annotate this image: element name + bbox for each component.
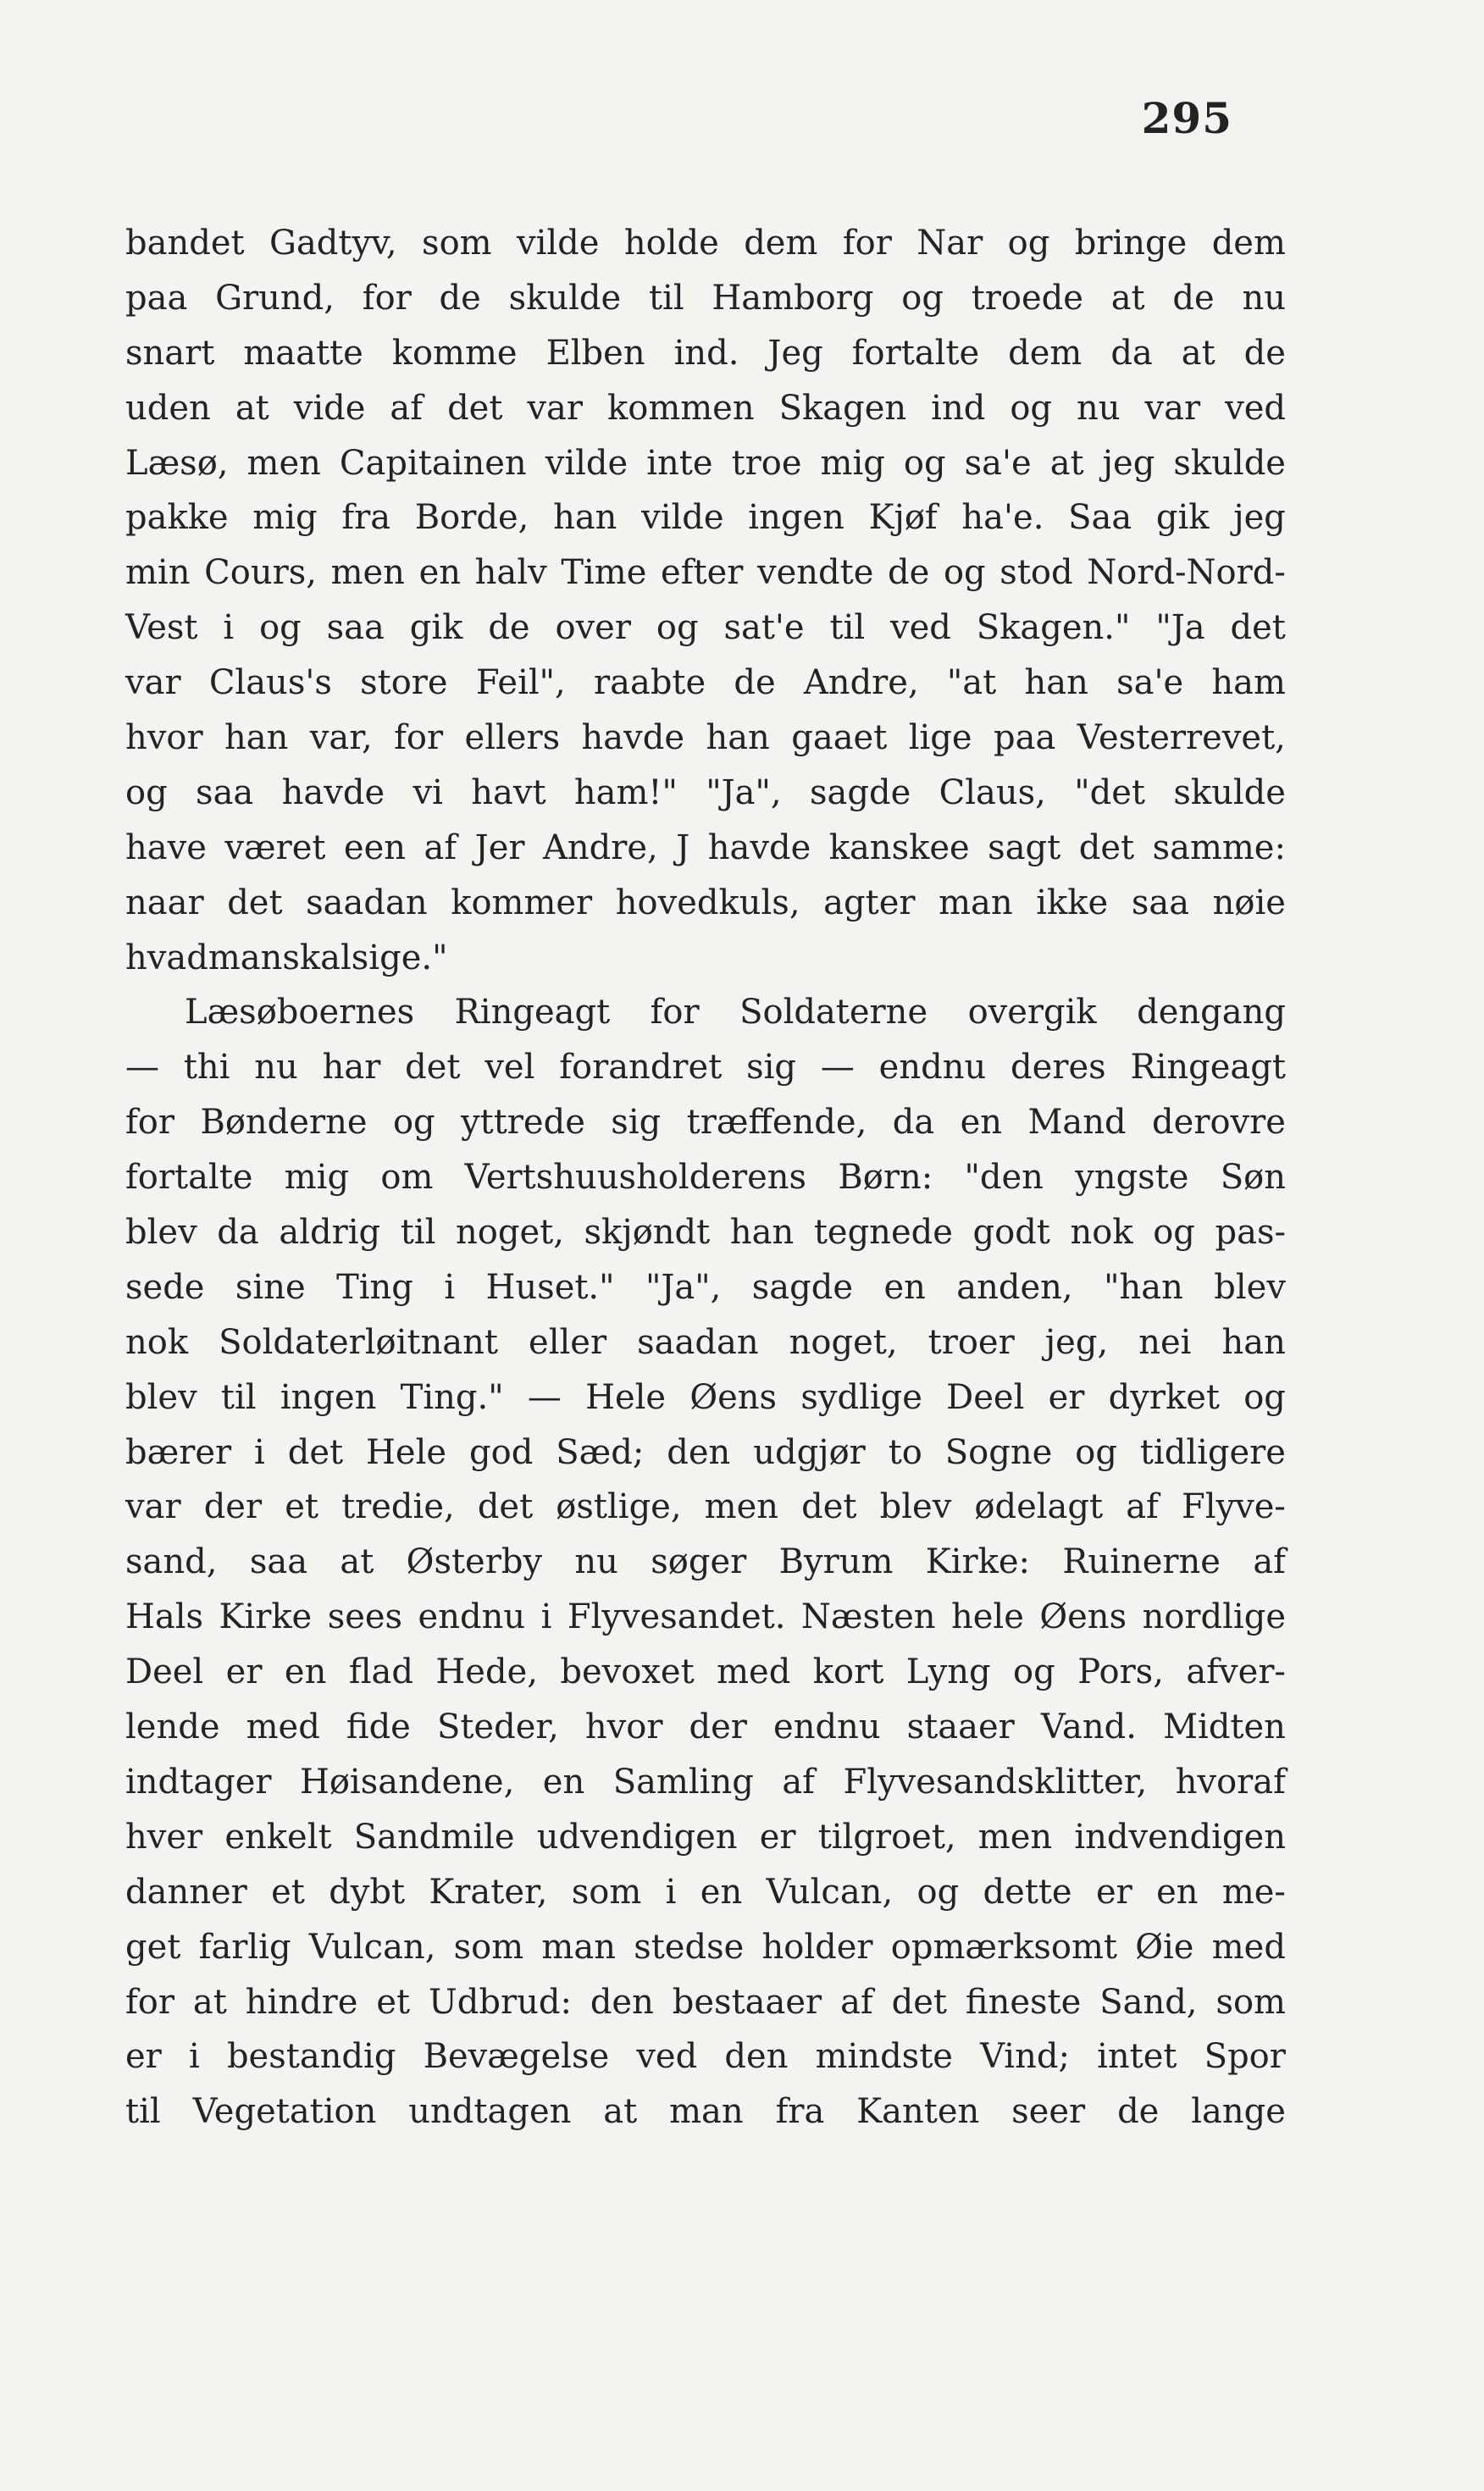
body-text bbox=[125, 216, 1286, 2139]
text-line: min Cours, men en halv Time efter vendte de og stod Nord-Nord- bbox=[125, 553, 1286, 593]
text-line: er i bestandig Bevægelse ved den mindste Vind; intet Spor bbox=[125, 2037, 1286, 2077]
text-line: Hals Kirke sees endnu i Flyvesandet. Næsten hele Øens nordlige bbox=[125, 1597, 1286, 1637]
text-line: — thi nu har det vel forandret sig — endnu deres Ringeagt bbox=[125, 1048, 1286, 1088]
text-line: uden at vide af det var kommen Skagen ind og nu var ved bbox=[125, 388, 1286, 428]
text-line: pakke mig fra Borde, han vilde ingen Kjøf ha'e. Saa gik jeg bbox=[125, 498, 1286, 538]
text-line: for Bønderne og yttrede sig træffende, da en Mand derovre bbox=[125, 1103, 1286, 1143]
text-line: Vest i og saa gik de over og sat'e til ved Skagen." "Ja det bbox=[125, 608, 1286, 648]
text-line: sede sine Ting i Huset." "Ja", sagde en anden, "han blev bbox=[125, 1267, 1286, 1307]
text-line: for at hindre et Udbrud: den bestaaer af det fineste Sand, som bbox=[125, 1982, 1286, 2022]
text-line: bærer i det Hele god Sæd; den udgjør to Sogne og tidligere bbox=[125, 1432, 1286, 1472]
text-line: danner et dybt Krater, som i en Vulcan, og dette er en me- bbox=[125, 1872, 1286, 1912]
text-line: var Claus's store Feil", raabte de Andre, "at han sa'e ham bbox=[125, 663, 1286, 703]
text-line: blev til ingen Ting." — Hele Øens sydlige Deel er dyrket og bbox=[125, 1377, 1286, 1417]
text-line: Læsø, men Capitainen vilde inte troe mig og sa'e at jeg skulde bbox=[125, 443, 1286, 483]
text-line: sand, saa at Østerby nu søger Byrum Kirke: Ruinerne af bbox=[125, 1542, 1286, 1582]
text-line: indtager Høisandene, en Samling af Flyvesandsklitter, hvoraf bbox=[125, 1762, 1286, 1802]
text-line: hvor han var, for ellers havde han gaaet lige paa Vesterrevet, bbox=[125, 718, 1286, 758]
page-number: 295 bbox=[1141, 93, 1232, 143]
text-line: lende med fide Steder, hvor der endnu staaer Vand. Midten bbox=[125, 1708, 1286, 1747]
text-line: var der et tredie, det østlige, men det blev ødelagt af Flyve- bbox=[125, 1487, 1286, 1527]
text-line: blev da aldrig til noget, skjøndt han tegnede godt nok og pas- bbox=[125, 1213, 1286, 1253]
text-line: bandet Gadtyv, som vilde holde dem for Nar og bringe dem bbox=[125, 224, 1286, 263]
text-line: naar det saadan kommer hovedkuls, agter man ikke saa nøie bbox=[125, 883, 1286, 922]
text-line: Deel er en flad Hede, bevoxet med kort Lyng og Pors, afver- bbox=[125, 1652, 1286, 1692]
text-line: paa Grund, for de skulde til Hamborg og troede at de nu bbox=[125, 278, 1286, 318]
text-line: nok Soldaterløitnant eller saadan noget, troer jeg, nei han bbox=[125, 1322, 1286, 1362]
text-line: til Vegetation undtagen at man fra Kanten seer de lange bbox=[125, 2092, 1286, 2132]
text-line: get farlig Vulcan, som man stedse holder opmærksomt Øie med bbox=[125, 1927, 1286, 1967]
text-line: Læsøboernes Ringeagt for Soldaterne overgik dengang bbox=[185, 993, 1286, 1032]
text-line: fortalte mig om Vertshuusholderens Børn: "den yngste Søn bbox=[125, 1158, 1286, 1198]
text-line: snart maatte komme Elben ind. Jeg fortalte dem da at de bbox=[125, 333, 1286, 373]
text-line: og saa havde vi havt ham!" "Ja", sagde Claus, "det skulde bbox=[125, 772, 1286, 812]
text-line: hvad man skal sige." bbox=[125, 938, 448, 977]
text-line: hver enkelt Sandmile udvendigen er tilgroet, men indvendigen bbox=[125, 1817, 1286, 1857]
text-line: have været een af Jer Andre, J havde kanskee sagt det samme: bbox=[125, 828, 1286, 867]
